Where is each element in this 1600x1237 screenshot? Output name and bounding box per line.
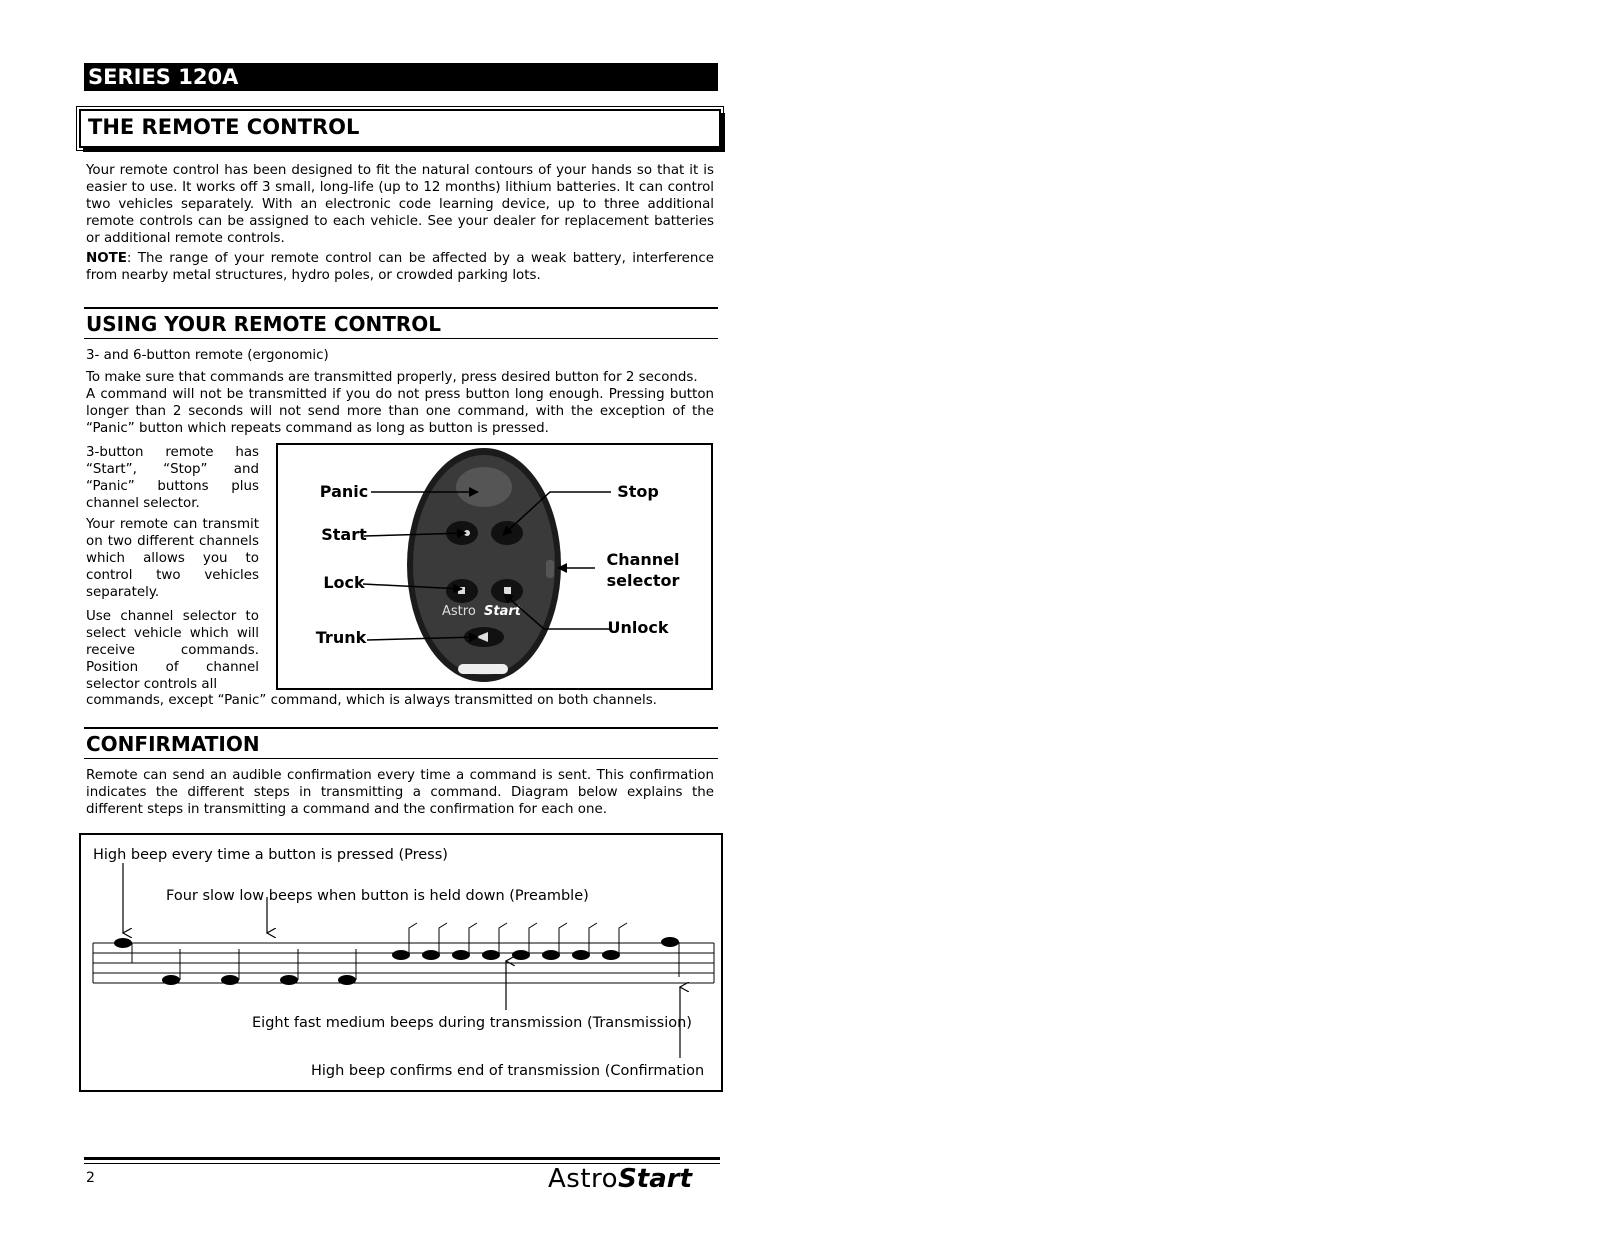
beep-diagram — [79, 833, 723, 1092]
notes-preamble — [162, 949, 356, 985]
footer-logo — [548, 1164, 692, 1194]
using-para-1: To make sure that commands are transmitted properly, press desired button for 2 seconds. — [86, 370, 698, 385]
label-channel-line1: Channel — [606, 550, 680, 569]
using-para-2: A command will not be transmitted if you do not press button long enough. Pressing button longer than 2 seconds will not send more than one command, with the exception of the “Panic” button which repeats command as long as button is pressed. — [86, 387, 714, 436]
label-channel-line2: selector — [606, 571, 680, 590]
label-trunk: Trunk — [315, 628, 367, 647]
label-unlock: Unlock — [607, 618, 669, 637]
diagram-arrows — [123, 863, 680, 1058]
note-paragraph — [86, 250, 714, 284]
label-channel-selector — [598, 549, 688, 591]
using-subtitle: 3- and 6-button remote (ergonomic) — [86, 348, 329, 363]
section-rule-top — [84, 307, 718, 309]
side-text-3: Use channel selector to select vehicle which will receive commands. Position of channel selector controls all — [86, 609, 259, 692]
page-number: 2 — [86, 1170, 95, 1186]
label-stop: Stop — [617, 482, 659, 501]
logo-astro: Astro — [548, 1164, 619, 1194]
caption-preamble: Four slow low beeps when button is held down (Preamble) — [166, 888, 589, 904]
intro-paragraph: Your remote control has been designed to fit the natural contours of your hands so that it is easier to use. It works off 3 small, long-life (up to 12 months) lithium batteries. It can control two vehicles separately. With an electronic code learning device, up to three additional remote controls can be assigned to each vehicle. See your dealer for replacement batteries or additional remote controls. — [86, 163, 714, 246]
beep-staff — [81, 835, 721, 1090]
footer-rule-1 — [84, 1157, 720, 1160]
note-label: NOTE — [86, 251, 127, 266]
side-text-2: Your remote can transmit on two different channels which allows you to control two vehicles separately. — [86, 517, 259, 600]
confirmation-rule-top — [84, 727, 718, 729]
keyring-slot — [458, 664, 508, 674]
staff-lines — [93, 943, 714, 983]
note-press — [114, 938, 132, 963]
logo-start: Start — [618, 1164, 693, 1194]
using-heading: USING YOUR REMOTE CONTROL — [86, 312, 442, 336]
confirmation-heading: CONFIRMATION — [86, 732, 260, 756]
label-start: Start — [321, 525, 367, 544]
series-label: SERIES 120A — [88, 65, 239, 89]
side-text-3-continued: commands, except “Panic” command, which is always transmitted on both channels. — [86, 693, 657, 708]
page-title-box — [79, 109, 721, 148]
page-title: THE REMOTE CONTROL — [88, 115, 360, 139]
confirmation-paragraph: Remote can send an audible confirmation every time a command is sent. This confirmation indicates the different steps in transmitting a command. Diagram below explains the different steps in transmitting a command and the confirmation for each one. — [86, 768, 714, 817]
remote-brand-b: Start — [484, 604, 521, 619]
notes-transmission — [392, 923, 627, 960]
section-rule-bottom — [84, 338, 718, 339]
note-confirmation — [661, 937, 679, 977]
side-text-1: 3-button remote has “Start”, “Stop” and “Panic” buttons plus channel selector. — [86, 445, 259, 511]
caption-confirmation: High beep confirms end of transmission (Confirmation — [311, 1063, 705, 1079]
remote-brand-a: Astro — [442, 604, 476, 619]
caption-transmission: Eight fast medium beeps during transmission (Transmission) — [252, 1015, 692, 1031]
series-banner — [84, 63, 718, 91]
channel-switch — [546, 560, 554, 578]
label-panic: Panic — [319, 482, 369, 501]
caption-press: High beep every time a button is pressed (Press) — [93, 847, 448, 863]
confirmation-rule-bottom — [84, 758, 718, 759]
remote-figure — [276, 443, 713, 690]
label-lock: Lock — [323, 573, 365, 592]
note-text: : The range of your remote control can be affected by a weak battery, interference from nearby metal structures, hydro poles, or crowded parking lots. — [86, 251, 714, 283]
